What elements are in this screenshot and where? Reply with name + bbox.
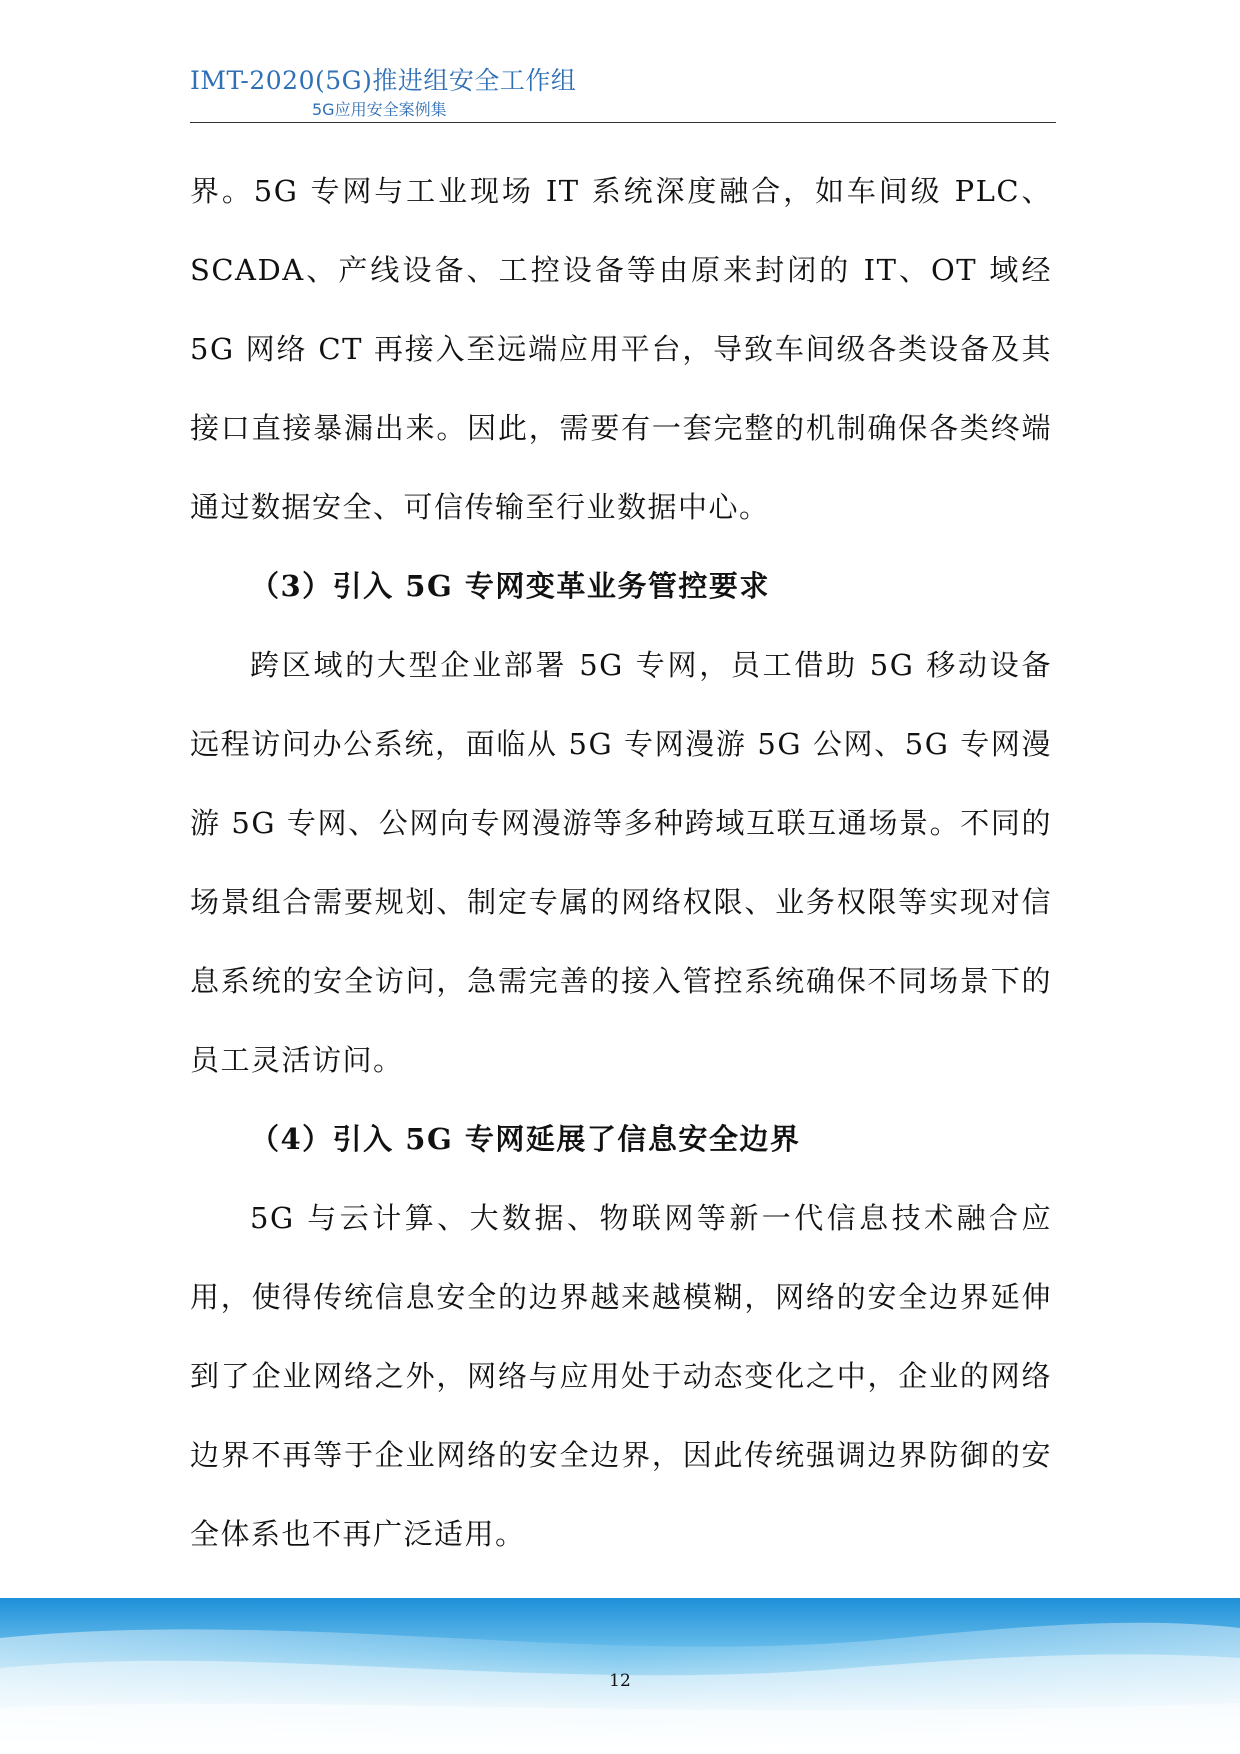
paragraph-section-3: 跨区域的大型企业部署 5G 专网，员工借助 5G 移动设备远程访问办公系统，面临从 5G 专网漫游 5G 公网、5G 专网漫游 5G 专网、公网向专网漫游等多种跨域互联互通场景。不同的场景组合需要规划、制定专属的网络权限、业务权限等实现对信息系统的安全访问，急需完善的接入管控系统确保不同场景下的员工灵活访问。 [190,648,1052,1077]
header-subtitle: 5G应用安全案例集 [312,100,447,119]
section-heading-3: （3）引入 5G 专网变革业务管控要求 [250,569,770,603]
paragraph-continuation: 界。5G 专网与工业现场 IT 系统深度融合，如车间级 PLC、SCADA、产线设备、工控设备等由原来封闭的 IT、OT 域经 5G 网络 CT 再接入至远端应用平台，导致车间级各类设备及其接口直接暴漏出来。因此，需要有一套完整的机制确保各类终端通过数据安全、可信传输至行业数据中心。 [190,174,1052,524]
section-heading-4: （4）引入 5G 专网延展了信息安全边界 [250,1122,801,1156]
page-number: 12 [609,1671,631,1691]
wave-bottom-band [0,1703,1240,1754]
paragraph-section-4: 5G 与云计算、大数据、物联网等新一代信息技术融合应用，使得传统信息安全的边界越来越模糊，网络的安全边界延伸到了企业网络之外，网络与应用处于动态变化之中，企业的网络边界不再等于企业网络的安全边界，因此传统强调边界防御的安全体系也不再广泛适用。 [190,1201,1052,1551]
document-body [190,152,1052,1574]
page-header [190,66,1056,123]
header-title: IMT-2020(5G)推进组安全工作组 [190,66,577,95]
